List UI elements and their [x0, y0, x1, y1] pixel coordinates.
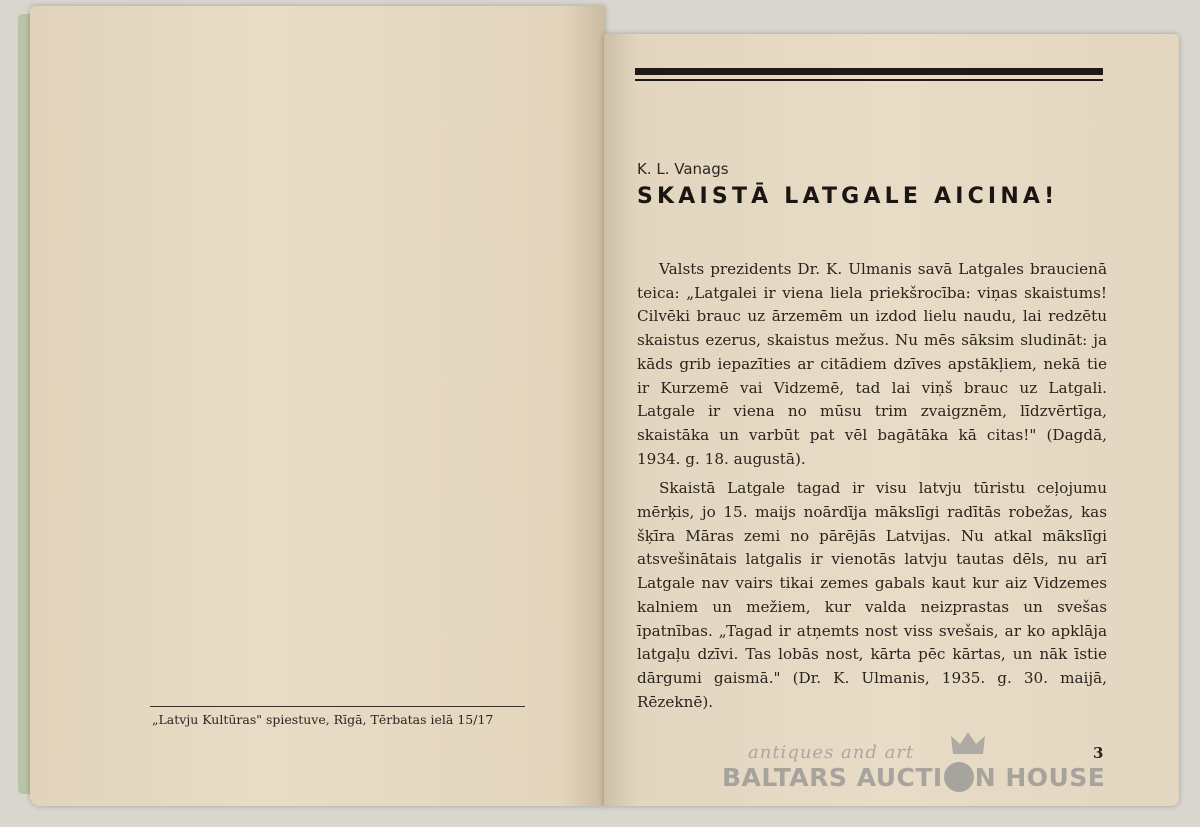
article-title: SKAISTĀ LATGALE AICINA! [637, 184, 1059, 209]
paragraph-2: Skaistā Latgale tagad ir visu latvju tūristu ceļojumu mērķis, jo 15. maijs noārdīja mākslīgi radītās robežas, kas šķīra Māras zemi no pārējās Latvijas. Nu atkal mākslīgi atsvešinātais latgalis ir vienotās latvju tautas dēls, nu arī Latgale nav vairs tikai zemes gabals kaut kur aiz Vidzemes kalniem un mežiem, kur valda neizprastas un svešas īpatnības. „Tagad ir atņemts nost viss svešais, ar ko apklāja latgaļu dzīvi. Tas lobās nost, kārta pēc kārtas, un nāk īstie dārgumi gaismā." (Dr. K. Ulmanis, 1935. g. 30. maijā, Rēzeknē). [637, 479, 1107, 711]
watermark-tagline: antiques and art [748, 742, 915, 763]
watermark-text-left: BALTARS AUCTI [722, 763, 943, 792]
paragraph-1: Valsts prezidents Dr. K. Ulmanis savā Latgales braucienā teica: „Latgalei ir viena liela priekšrocība: viņas skaistums! Cilvēki brauc uz ārzemēm un izdod lielu naudu, lai redzētu skaistus ezerus, skaistus mežus. Nu mēs sāksim sludināt: ja kāds grib iepazīties ar citādiem dzīves apstākļiem, nekā tie ir Kurzemē vai Vidzemē, tad lai viņš brauc uz Latgali. Latgale ir viena no mūsu trim zvaigznēm, līdzvērtīga, skaistāka un varbūt pat vēl bagātāka kā citas!" (Dagdā, 1934. g. 18. augustā). [637, 260, 1107, 468]
printer-divider [150, 706, 525, 707]
crown-icon [950, 730, 986, 756]
header-rule-thick [635, 68, 1103, 75]
printer-imprint: „Latvju Kultūras" spiestuve, Rīgā, Tērbatas ielā 15/17 [152, 712, 494, 727]
page-number: 3 [1093, 744, 1104, 762]
watermark-logo [722, 762, 1105, 792]
author-name: K. L. Vanags [637, 160, 729, 178]
left-page [30, 6, 605, 806]
article-body [637, 258, 1107, 714]
watermark-text-right: N HOUSE [974, 763, 1106, 792]
watermark-ball-icon [944, 762, 974, 792]
header-rule-thin [635, 79, 1103, 81]
